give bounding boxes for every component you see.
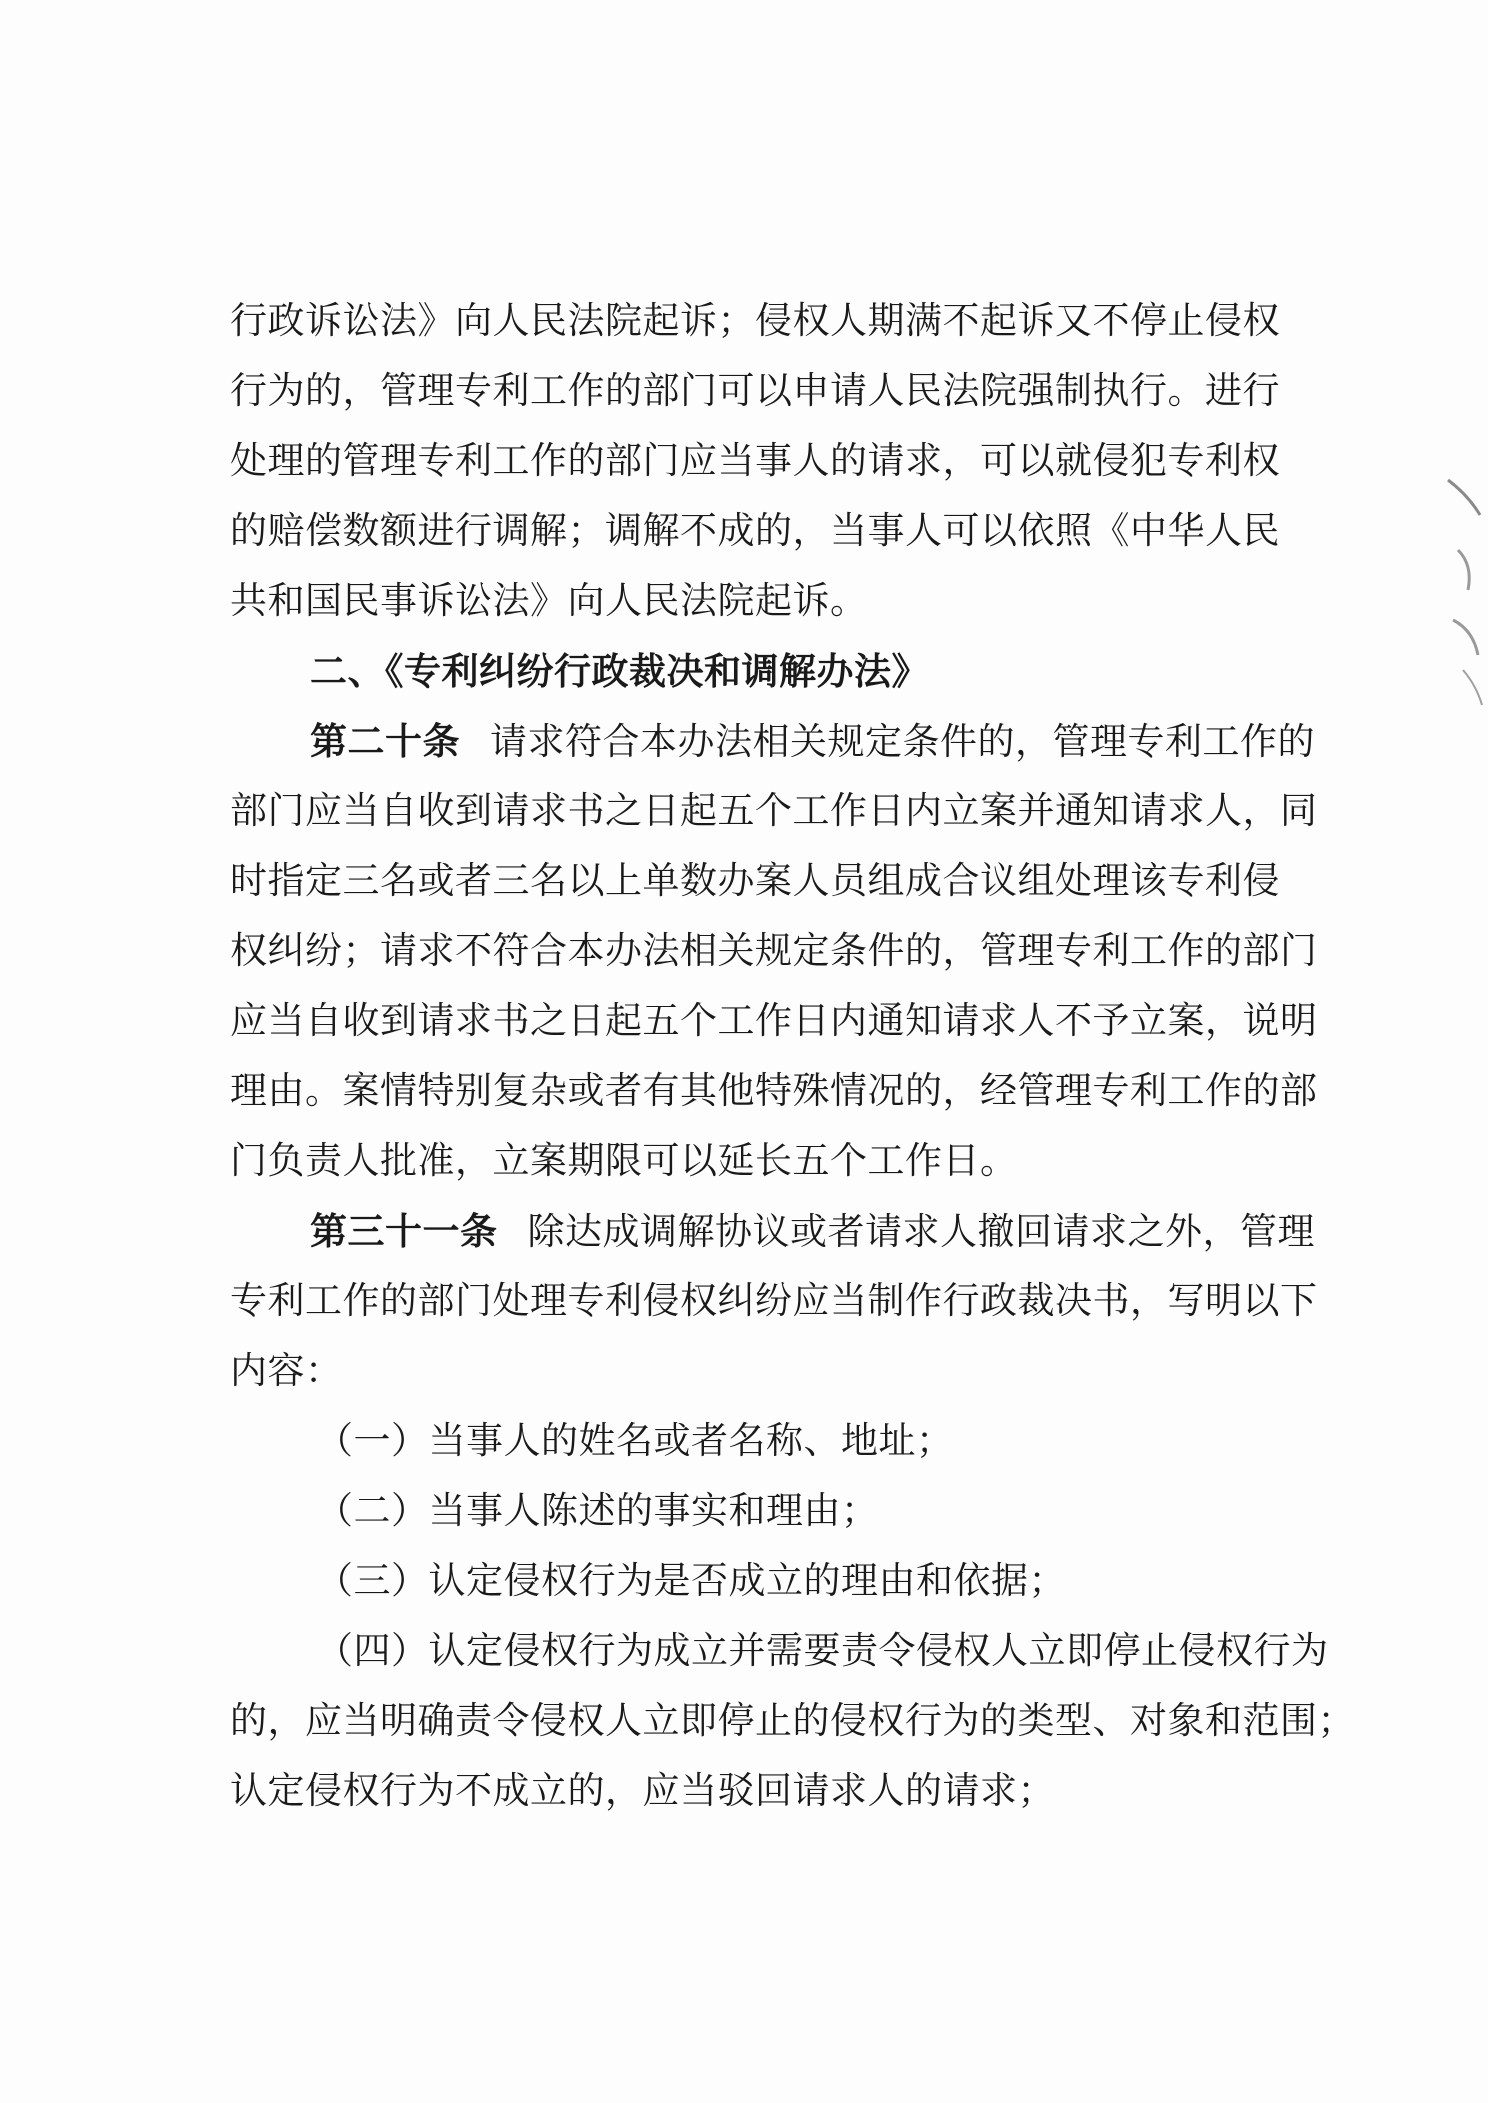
body-line: 门负责人批准，立案期限可以延长五个工作日。 <box>230 1139 1018 1182</box>
body-line: 权纠纷；请求不符合本办法相关规定条件的，管理专利工作的部门 <box>230 929 1318 972</box>
body-line: 的赔偿数额进行调解；调解不成的，当事人可以依照《中华人民 <box>230 509 1280 552</box>
body-line: 时指定三名或者三名以上单数办案人员组成合议组处理该专利侵 <box>230 859 1280 902</box>
article-31-first-line <box>310 1207 1315 1256</box>
body-line: 行为的，管理专利工作的部门可以申请人民法院强制执行。进行 <box>230 369 1280 412</box>
section-heading: 二、《专利纠纷行政裁决和调解办法》 <box>310 649 929 693</box>
article-20-first-line <box>310 717 1315 766</box>
body-line: 内容： <box>230 1349 343 1392</box>
scan-edge-mark <box>1438 470 1488 710</box>
body-line: 处理的管理专利工作的部门应当事人的请求，可以就侵犯专利权 <box>230 439 1280 482</box>
body-line: 应当自收到请求书之日起五个工作日内通知请求人不予立案，说明 <box>230 999 1318 1042</box>
list-item: （二）当事人陈述的事实和理由； <box>316 1489 879 1532</box>
list-item: （三）认定侵权行为是否成立的理由和依据； <box>316 1559 1066 1602</box>
list-item: （四）认定侵权行为成立并需要责令侵权人立即停止侵权行为 <box>316 1629 1329 1672</box>
body-line: 理由。案情特别复杂或者有其他特殊情况的，经管理专利工作的部 <box>230 1069 1318 1112</box>
article-31-text: 除达成调解协议或者请求人撤回请求之外，管理 <box>527 1210 1315 1253</box>
body-line: 行政诉讼法》向人民法院起诉；侵权人期满不起诉又不停止侵权 <box>230 299 1280 342</box>
article-20-number: 第二十条 <box>310 719 460 763</box>
article-31-number: 第三十一条 <box>310 1209 498 1253</box>
body-line: 认定侵权行为不成立的，应当驳回请求人的请求； <box>230 1769 1055 1812</box>
body-line: 专利工作的部门处理专利侵权纠纷应当制作行政裁决书，写明以下 <box>230 1279 1318 1322</box>
body-line: 的，应当明确责令侵权人立即停止的侵权行为的类型、对象和范围； <box>230 1699 1355 1742</box>
article-20-text: 请求符合本办法相关规定条件的，管理专利工作的 <box>490 720 1315 763</box>
list-item: （一）当事人的姓名或者名称、地址； <box>316 1419 954 1462</box>
body-line: 共和国民事诉讼法》向人民法院起诉。 <box>230 579 868 622</box>
body-line: 部门应当自收到请求书之日起五个工作日内立案并通知请求人，同 <box>230 789 1318 832</box>
